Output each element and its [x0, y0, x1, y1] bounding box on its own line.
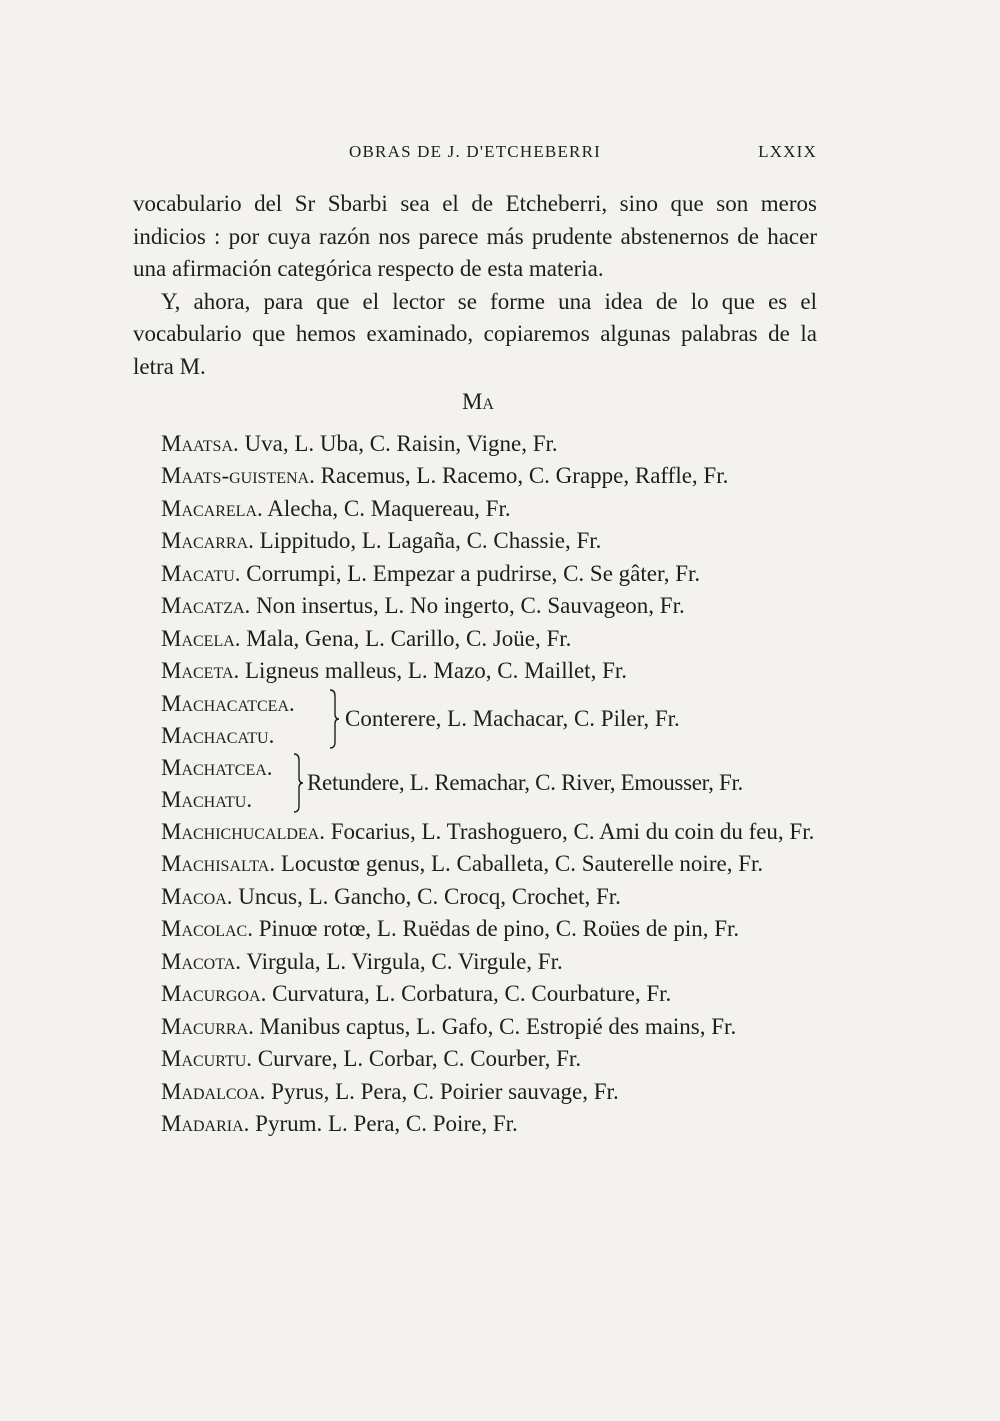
entry-headword: Machichucaldea. [161, 818, 325, 844]
dictionary-entry [133, 623, 817, 656]
entry-gloss: Mala, Gena, L. Carillo, C. Joüe, Fr. [240, 625, 572, 651]
entry-gloss: Pyrus, L. Pera, C. Poirier sauvage, Fr. [265, 1078, 619, 1104]
entry-headword: Machatcea. [161, 754, 273, 780]
entry-gloss: Virgula, L. Virgula, C. Virgule, Fr. [241, 948, 563, 974]
entry-headword: Macurgoa. [161, 981, 267, 1006]
entry-headword: Maceta. [161, 658, 240, 683]
dictionary-entry [133, 655, 817, 688]
dictionary-entry [133, 913, 817, 946]
dictionary-entry [133, 1108, 817, 1141]
body-text [133, 188, 817, 1141]
entry-headword: Maatsa. [161, 430, 239, 456]
entry-headword: Macoa. [161, 883, 233, 909]
section-heading: Ma [461, 389, 494, 414]
dictionary-entry [133, 525, 817, 558]
running-head-title: OBRAS DE J. D'ETCHEBERRI [349, 142, 601, 161]
entry-list-b [133, 816, 817, 1141]
paragraph-continuation: vocabulario del Sr Sbarbi sea el de Etcheberri, sino que son meros indicios : por cuya razón nos parece más prudente abstenernos de hacer una afirmación categórica respecto de esta materia. [133, 191, 817, 281]
braced-headwords [161, 752, 273, 816]
entry-gloss: Curvatura, L. Corbatura, C. Courbature, Fr. [266, 981, 672, 1006]
entry-headword: Macurra. [161, 1013, 254, 1039]
dictionary-entry [133, 881, 817, 914]
entry-headword: Macota. [161, 948, 242, 974]
dictionary-entry [133, 946, 817, 979]
entry-gloss: Lippitudo, L. Lagaña, C. Chassie, Fr. [253, 528, 602, 553]
entry-headword: Machacatcea. [161, 690, 295, 716]
entry-gloss: Non insertus, L. No ingerto, C. Sauvageon, Fr. [250, 593, 685, 618]
entry-gloss: Retundere, L. Remachar, C. River, Emousser, Fr. [307, 769, 744, 795]
entry-headword: Madalcoa. [161, 1078, 266, 1104]
entry-headword: Macurtu. [161, 1046, 253, 1071]
entry-gloss: Uva, L. Uba, C. Raisin, Vigne, Fr. [238, 430, 558, 456]
dictionary-entry [133, 558, 817, 591]
page-number: LXXIX [758, 142, 817, 161]
dictionary-entry [133, 460, 817, 493]
dictionary-entry [133, 1043, 817, 1076]
entry-headword: Machisalta. [161, 851, 276, 876]
braced-headwords [161, 688, 295, 752]
dictionary-entry [133, 1076, 817, 1109]
entry-headword: Macolac. [161, 916, 253, 941]
brace-icon [327, 688, 341, 750]
entry-gloss: Racemus, L. Racemo, C. Grappe, Raffle, Fr. [314, 463, 729, 488]
entry-gloss: Focarius, L. Trashoguero, C. Ami du coin du feu, Fr. [324, 818, 815, 844]
dictionary-entry [133, 848, 817, 881]
entry-headword: Madaria. [161, 1111, 250, 1136]
dictionary-entry [133, 978, 817, 1011]
entry-gloss: Pinuœ rotœ, L. Ruëdas de pino, C. Roües de pin, Fr. [252, 916, 740, 941]
braced-entry-group [161, 752, 817, 816]
entry-gloss: Corrumpi, L. Empezar a pudrirse, C. Se gâter, Fr. [240, 560, 701, 586]
entry-headword: Macela. [161, 625, 241, 651]
entry-gloss: Locustœ genus, L. Caballeta, C. Sauterelle noire, Fr. [275, 851, 764, 876]
entry-headword: Maats-guistena. [161, 463, 315, 488]
dictionary-entry [133, 816, 817, 849]
entry-headword: Macarra. [161, 528, 254, 553]
entry-gloss: Ligneus malleus, L. Mazo, C. Maillet, Fr. [239, 658, 628, 683]
entry-gloss: Alecha, C. Maquereau, Fr. [262, 495, 511, 521]
entry-headword: Machacatu. [161, 722, 275, 748]
entry-headword: Macatu. [161, 560, 241, 586]
dictionary-entry [133, 428, 817, 461]
entry-gloss: Uncus, L. Gancho, C. Crocq, Crochet, Fr. [232, 883, 621, 909]
entry-headword: Macarela. [161, 495, 263, 521]
braced-entry-group [161, 688, 817, 752]
dictionary-entry [133, 493, 817, 526]
dictionary-entry [133, 590, 817, 623]
paragraph-intro: Y, ahora, para que el lector se forme una idea de lo que es el vocabulario que hemos examinado, copiaremos algunas palabras de la letra M. [133, 288, 817, 379]
entry-gloss: Conterere, L. Machacar, C. Piler, Fr. [345, 705, 680, 731]
brace-icon [291, 752, 305, 814]
entry-gloss: Curvare, L. Corbar, C. Courber, Fr. [252, 1046, 582, 1071]
entry-gloss: Manibus captus, L. Gafo, C. Estropié des mains, Fr. [253, 1013, 737, 1039]
entry-list-a [133, 428, 817, 688]
running-head [133, 142, 817, 168]
entry-gloss: Pyrum. L. Pera, C. Poire, Fr. [249, 1111, 518, 1136]
dictionary-entry [133, 1011, 817, 1044]
entry-headword: Macatza. [161, 593, 251, 618]
entry-headword: Machatu. [161, 786, 253, 812]
